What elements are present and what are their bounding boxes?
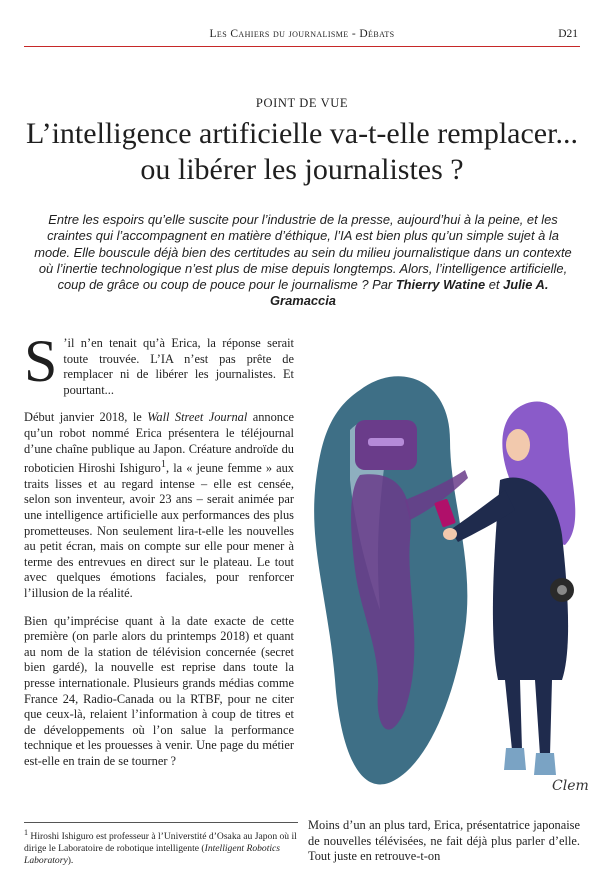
robot-eyes (368, 438, 404, 446)
camera-lens (557, 585, 567, 595)
footnote-text-b: ). (67, 855, 74, 867)
page-number: D21 (558, 28, 578, 40)
footnote-marker: 1 (24, 828, 28, 837)
paragraph-2-text-c: , la « jeune femme » aux traits lisses et au regard intense – elle est censée, selon son inventeur, avoir 23 ans – serait animée par une intelligence artificielle aux performances des plus prometteuses. Non seulement lira-t-elle les nouvelles au petit écran, mais on compte sur elle pour mener à terme des entrevues en direct sur le plateau. Le tout avec quelques émotions faciales, pour renforcer l’illusion de la réalité. (24, 461, 295, 601)
footnote-lab-name: Intelligent Robotics Laboratory (24, 843, 281, 867)
paragraph-2-text-b: annonce qu’un robot nommé Erica présentera le téléjournal d’une chaîne publique au Japon. Créature androïde du roboticien Hiroshi Ishiguro (24, 410, 294, 476)
article-lead (28, 212, 578, 310)
footnote-ref[interactable]: 1 (160, 459, 167, 471)
lead-text: Entre les espoirs qu’elle suscite pour l’industrie de la presse, aujourd’hui à la peine, et les craintes qui l’accompagnent en matière d’éthique, l’IA est bien plus qu’un simple sujet à la mode. Elle bouscule déjà bien des certitudes au sein du milieu journalistique dans un contexte où l’inertie technologique n’est plus de mise depuis longtemps. Alors, l’intelligence artificielle, coup de grâce ou coup de pouce pour le journalisme ? Par (34, 212, 572, 293)
artist-signature: Clem (552, 778, 589, 794)
article-illustration (300, 350, 590, 800)
author-1: Thierry Watine (395, 277, 486, 293)
drop-cap: S (24, 328, 58, 394)
woman-hand (443, 528, 457, 540)
author-separator: et (485, 277, 504, 293)
body-column-right (308, 818, 580, 865)
body-paragraph-2 (24, 410, 294, 601)
article-title: L’intelligence artificielle va-t-elle remplacer... ou libérer les journalistes ? (26, 117, 578, 186)
author-2: Julie A. Gramaccia (270, 277, 549, 309)
wsj-title: Wall Street Journal (147, 410, 248, 425)
running-header (24, 24, 580, 47)
woman-face (506, 429, 530, 461)
body-column-left (24, 328, 295, 782)
paragraph-1-text: ’il n’en tenait qu’à Erica, la réponse serait toute trouvée. L’IA n’est pas prête de remplacer ni de libérer les journalistes. Et pourtant... (63, 336, 294, 397)
section-kicker: POINT DE VUE (255, 96, 349, 110)
body-paragraph-4: Moins d’un an plus tard, Erica, présentatrice japonaise de nouvelles télévisées, ne fait déjà plus parler d’elle. Tout juste en retrouve-t-on (308, 818, 580, 864)
paragraph-2-text-a: Début janvier 2018, le (24, 410, 148, 425)
woman-legs (505, 680, 552, 755)
journal-name: Les Cahiers du journalisme - Débats (209, 28, 395, 40)
footnote-text-a: Hiroshi Ishiguro est professeur à l’Universtité d’Osaka au Japon où il dirige le Laboratoire de robotique intelligente ( (24, 831, 297, 855)
footnote (24, 822, 298, 867)
body-paragraph-1 (24, 328, 294, 398)
body-paragraph-3: Bien qu’imprécise quant à la date exacte de cette première (on parle alors du printemps 2018) et quant au nom de la station de télévision concernée (secret bien gardé), la nouvelle est reprise dans toute la presse internationale. Plusieurs grands médias comme France 24, Radio-Canada ou la RTBF, pour ne citer que ceux-là, relaient l’information à coup de titres et de développements où l’on salue la performance technique et les prouesses à venir. Une page du métier est-elle en train de se tourner ? (24, 613, 294, 768)
